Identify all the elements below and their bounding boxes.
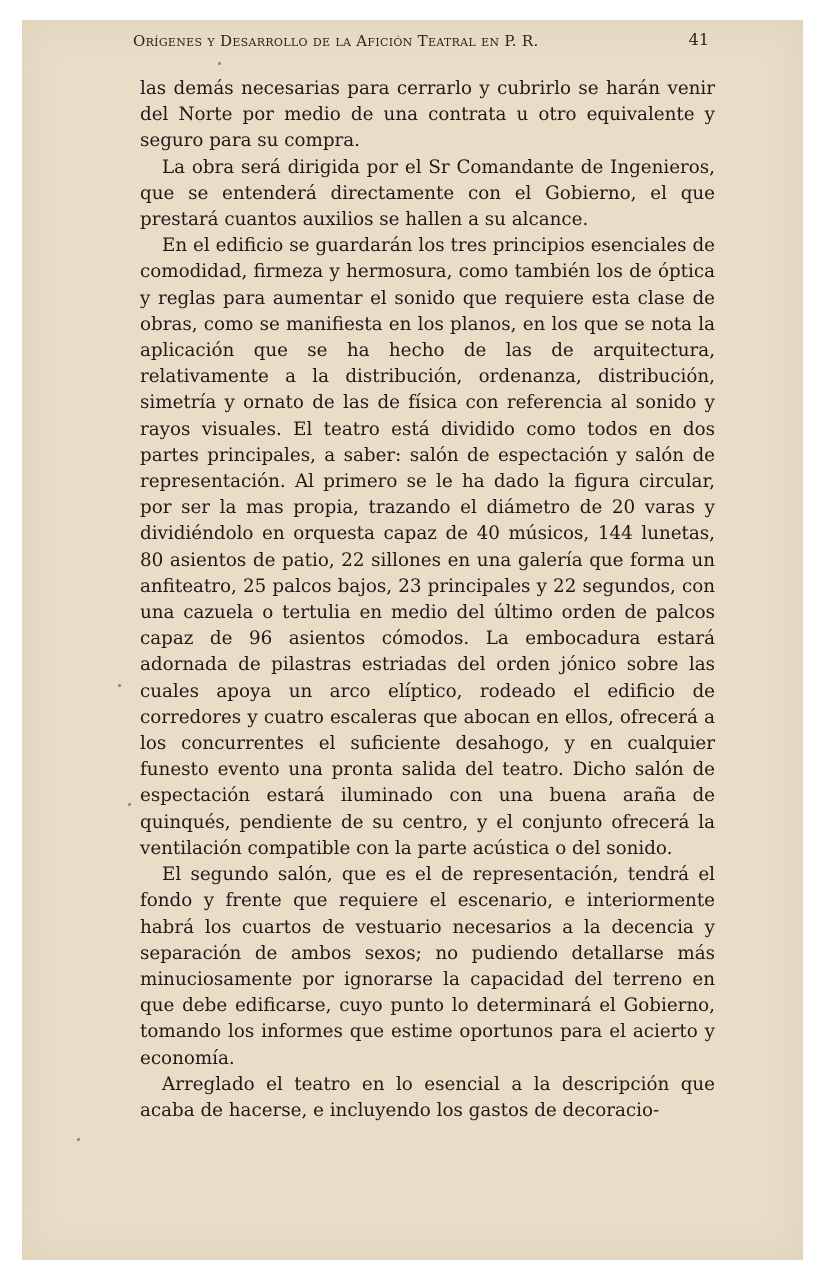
- paragraph: El segundo salón, que es el de representación, tendrá el fondo y frente que requiere el escenario, e interiormente habrá los cuartos de vestuario necesarios a la decencia y separación de ambos sexos; no pudiendo detallarse más minuciosamente por ignorarse la capacidad del terreno en que debe edificarse, cuyo punto lo determinará el Gobierno, tomando los informes que estime oportunos para el acierto y economía.: [140, 864, 715, 1069]
- ink-speck: [77, 1138, 80, 1141]
- paragraph-continuation: las demás necesarias para cerrarlo y cubrirlo se harán venir del Norte por medio de una contrata u otro equivalente y seguro para su compra.: [140, 78, 715, 152]
- ink-speck: [118, 684, 121, 687]
- body-text: [140, 76, 715, 1124]
- paragraph: En el edificio se guardarán los tres principios esenciales de comodidad, firmeza y hermosura, como también los de óptica y reglas para aumentar el sonido que requiere esta clase de obras, como se manifiesta en los planos, en los que se nota la aplicación que se ha hecho de las de arquitectura, relativamente a la distribución, ordenanza, distribución, simetría y ornato de las de física con referencia al sonido y rayos visuales. El teatro está dividido como todos en dos partes principales, a saber: salón de espectación y salón de representación. Al primero se le ha dado la figura circular, por ser la mas propia, trazando el diámetro de 20 varas y dividiéndolo en orquesta capaz de 40 músicos, 144 lunetas, 80 asientos de patio, 22 sillones en una galería que forma un anfiteatro, 25 palcos bajos, 23 principales y 22 segundos, con una cazuela o tertulia en medio del último orden de palcos capaz de 96 asientos cómodos. La embocadura estará adornada de pilastras estriadas del orden jónico sobre las cuales apoya un arco elíptico, rodeado el edificio de corredores y cuatro escaleras que abocan en ellos, ofrecerá a los concurrentes el suficiente desahogo, y en cualquier funesto evento una pronta salida del teatro. Dicho salón de espectación estará iluminado con una buena araña de quinqués, pendiente de su centro, y el conjunto ofrecerá la ventilación compatible con la parte acústica o del sonido.: [140, 235, 715, 859]
- page-number: 41: [688, 30, 709, 49]
- page-header: [121, 28, 711, 52]
- ink-speck: [128, 803, 131, 806]
- paragraph: Arreglado el teatro en lo esencial a la descripción que acaba de hacerse, e incluyendo los gastos de decoracio-: [140, 1073, 715, 1121]
- paragraph: La obra será dirigida por el Sr Comandante de Ingenieros, que se entenderá directamente con el Gobierno, el que prestará cuantos auxilios se hallen a su alcance.: [140, 156, 715, 231]
- running-title: Orígenes y Desarrollo de la Afición Teatral en P. R.: [133, 32, 539, 50]
- ink-speck: [218, 62, 221, 65]
